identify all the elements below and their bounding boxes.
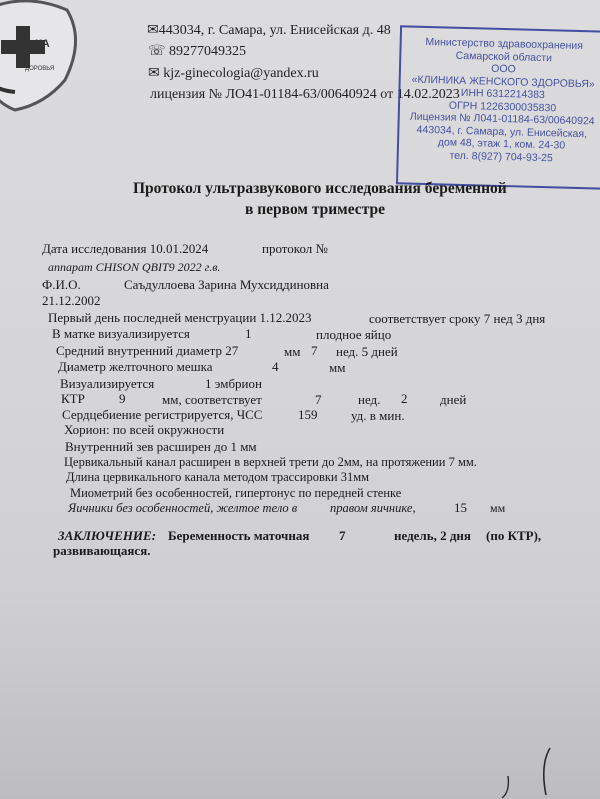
- ktr-weeks: 7: [315, 392, 322, 407]
- ovaries-size: 15: [454, 500, 467, 515]
- stamp-line: Министерство здравоохранения: [425, 35, 584, 53]
- document-title-line1: Протокол ультразвукового исследования беременной: [133, 180, 507, 197]
- visualized-label: Визуализируется: [60, 376, 155, 391]
- stamp-line: ОГРН 1226300035830: [448, 99, 557, 114]
- ovaries-label: Яичники без особенностей, желтое тело в: [68, 501, 298, 515]
- stamp-line: тел. 8(927) 704-93-25: [449, 149, 553, 164]
- ktr-days: 2: [401, 391, 408, 406]
- exam-date: Дата исследования 10.01.2024: [42, 241, 209, 256]
- lmp-line: Первый день последней менструации 1.12.2023: [48, 310, 312, 325]
- logo-text-1: КА: [35, 38, 50, 50]
- cervical-length-line: Длина цервикального канала методом трассировки 31мм: [66, 470, 370, 484]
- uterus-count: 1: [245, 326, 252, 341]
- logo-text-2: ДОРОВЬЯ: [25, 66, 55, 72]
- ktr-ned: нед.: [358, 392, 381, 407]
- envelope-icon: ✉: [148, 66, 160, 81]
- patient-name: Саъдуллоева Зарина Мухсиддиновна: [124, 277, 329, 292]
- conclusion-text2: недель, 2 дня: [394, 528, 471, 543]
- ovaries-unit: мм: [490, 501, 506, 515]
- lmp-term: соответствует сроку 7 нед 3 дня: [369, 311, 546, 326]
- internal-os-line: Внутренний зев расширен до 1 мм: [65, 439, 257, 454]
- signature: [480, 740, 580, 799]
- device-info: аппарат CHISON QBIT9 2022 г.в.: [48, 260, 221, 274]
- header-email: ✉ kjz-ginecologia@yandex.ru: [148, 66, 319, 81]
- stamp-line: ООО: [491, 62, 516, 76]
- header-phone: ☏ 89277049325: [148, 44, 247, 59]
- yolk-sac-value: 4: [272, 359, 279, 374]
- cervical-canal-line: Цервикальный канал расширен в верхней трети до 2мм, на протяжении 7 мм.: [64, 455, 477, 469]
- heartbeat-label: Сердцебиение регистрируется, ЧСС: [62, 407, 263, 422]
- stamp-line: Самарской области: [455, 49, 553, 64]
- stamp-line: Лицензия № Л041-01184-63/00640924: [409, 110, 595, 128]
- fio-label: Ф.И.О.: [42, 277, 81, 292]
- yolk-sac-label: Диаметр желточного мешка: [58, 359, 213, 374]
- mean-diameter-unit: мм: [284, 344, 301, 359]
- conclusion-text1: Беременность маточная: [168, 528, 310, 543]
- stamp-line: дом 48, этаж 1, ком. 24-30: [437, 136, 566, 152]
- ktr-value: 9: [119, 391, 126, 406]
- clinic-logo: [0, 0, 85, 112]
- chorion-line: Хорион: по всей окружности: [64, 422, 225, 437]
- mean-diameter-weeks: 7: [311, 343, 318, 358]
- heartbeat-value: 159: [298, 407, 318, 422]
- ktr-mid: мм, соответствует: [162, 392, 262, 407]
- phone-icon: ☏: [148, 44, 166, 59]
- ktr-label: КТР: [61, 391, 85, 406]
- uterus-label: В матке визуализируется: [52, 326, 190, 341]
- protocol-number-label: протокол №: [262, 241, 328, 256]
- header-address: ✉443034, г. Самара, ул. Енисейская д. 48: [147, 23, 391, 38]
- uterus-object: плодное яйцо: [316, 327, 392, 342]
- ktr-days-label: дней: [440, 392, 467, 407]
- conclusion-weeks: 7: [339, 528, 346, 543]
- myometrium-line: Миометрий без особенностей, гипертонус по передней стенке: [70, 486, 402, 500]
- header-license: лицензия № ЛО41-01184-63/00640924 от 14.02.2023: [150, 87, 460, 102]
- conclusion-text3: (по КТР),: [486, 528, 542, 543]
- stamp-line: 443034, г. Самара, ул. Енисейская,: [416, 123, 588, 140]
- document-title-line2: в первом триместре: [245, 201, 385, 218]
- conclusion-text4: развивающаяся.: [53, 543, 151, 558]
- heartbeat-unit: уд. в мин.: [351, 408, 405, 423]
- mean-diameter-rest: нед. 5 дней: [336, 344, 398, 359]
- yolk-sac-unit: мм: [329, 360, 346, 375]
- envelope-icon: ✉: [147, 23, 159, 38]
- stamp-line: «КЛИНИКА ЖЕНСКОГО ЗДОРОВЬЯ»: [411, 73, 595, 90]
- visualized-value: 1 эмбрион: [205, 376, 262, 391]
- ovaries-side: правом яичнике,: [330, 501, 416, 515]
- stamp-line: ИНН 6312214383: [460, 86, 546, 102]
- birth-date: 21.12.2002: [42, 293, 101, 308]
- mean-diameter-label: Средний внутренний диаметр 27: [56, 343, 239, 358]
- clinic-stamp: [396, 25, 600, 189]
- conclusion-label: ЗАКЛЮЧЕНИЕ:: [58, 528, 157, 543]
